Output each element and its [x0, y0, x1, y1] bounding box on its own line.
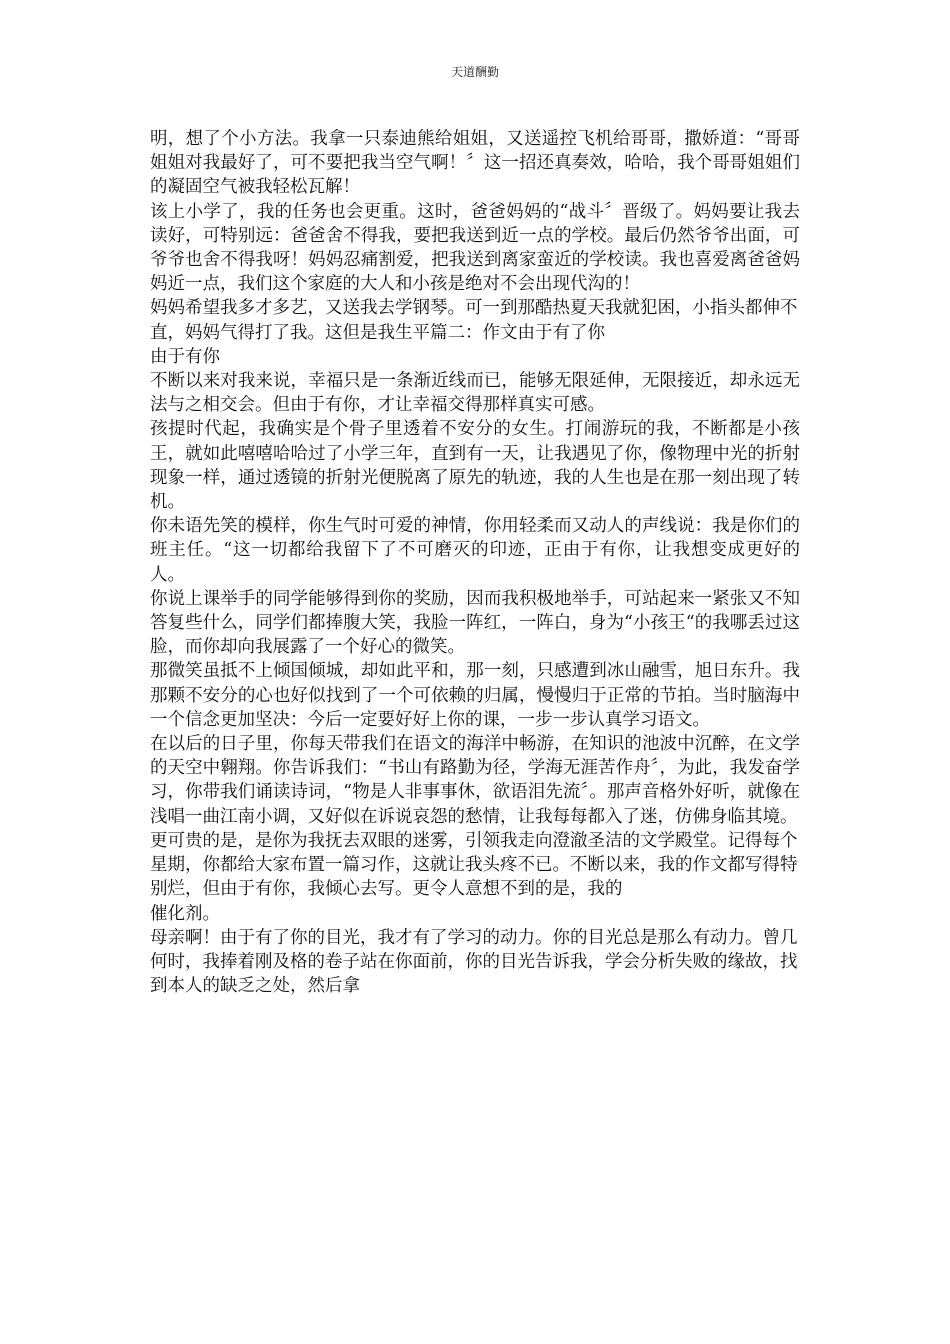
paragraph: 明，想了个小方法。我拿一只泰迪熊给姐姐，又送遥控飞机给哥哥，撒娇道：“哥哥姐姐对我最好了，可不要把我当空气啊！〞这一招还真奏效，哈哈，我个哥哥姐姐们的凝固空气被我轻松瓦解！ [150, 129, 800, 198]
paragraph: 更可贵的是，是你为我抚去双眼的迷雾，引领我走向澄澈圣洁的文学殿堂。记得每个星期，你都给大家布置一篇习作，这就让我头疼不已。不断以来，我的作文都写得特别烂，但由于有你，我倾心去写。更令人意想不到的是，我的 [150, 830, 798, 900]
paragraph: 在以后的日子里，你每天带我们在语文的海洋中畅游，在知识的池波中沉醉，在文学的天空中翱翔。你告诉我们：“书山有路勤为径，学海无涯苦作舟〞，为此，我发奋学习，你带我们诵读诗词，“物是人非事事休，欲语泪先流〞。那声音格外好听，就像在浅唱一曲江南小调，又好似在诉说哀怨的愁情，让我每每都入了迷，仿佛身临其境。 [150, 734, 800, 827]
page-header: 天道酬勤 [450, 65, 499, 79]
paragraph: 由于有你 [150, 346, 220, 367]
paragraph: 那微笑虽抵不上倾国倾城，却如此平和，那一刻，只感遭到冰山融雪，旭日东升。我那颗不安分的心也好似找到了一个可依赖的归属，慢慢归于正常的节拍。当时脑海中一个信念更加坚决：今后一定要好好上你的课，一步一步认真学习语文。 [150, 661, 800, 730]
paragraph: 妈妈希望我多才多艺，又送我去学钢琴。可一到那酷热夏天我就犯困，小指头都伸不直，妈妈气得打了我。这但是我生平篇二：作文由于有了你 [150, 298, 798, 343]
paragraph: 你说上课举手的同学能够得到你的奖励，因而我积极地举手，可站起来一紧张又不知答复些什么，同学们都捧腹大笑，我脸一阵红，一阵白，身为“小孩王“的我哪丢过这脸，而你却向我展露了一个好心的微笑。 [150, 588, 800, 658]
paragraph: 你未语先笑的模样，你生气时可爱的神情，你用轻柔而又动人的声线说：我是你们的班主任。“这一切都给我留下了不可磨灭的印迹，正由于有你，让我想变成更好的人。 [150, 516, 800, 585]
document-body [150, 127, 800, 998]
paragraph: 不断以来对我来说，幸福只是一条渐近线而已，能够无限延伸，无限接近，却永远无法与之相交会。但由于有你，才让幸福交得那样真实可感。 [150, 371, 800, 416]
paragraph: 该上小学了，我的任务也会更重。这时，爸爸妈妈的“战斗〞晋级了。妈妈要让我去读好，可特别远：爸爸舍不得我，要把我送到近一点的学校。最后仍然爷爷出面，可爷爷也舍不得我呀！妈妈忍痛割爱，把我送到离家蛮近的学校读。我也喜爱离爸爸妈妈近一点，我们这个家庭的大人和小孩是绝对不会出现代沟的！ [150, 201, 800, 295]
paragraph: 孩提时代起，我确实是个骨子里透着不安分的女生。打闹游玩的我，不断都是小孩王，就如此嘻嘻哈哈过了小学三年，直到有一天，让我遇见了你，像物理中光的折射现象一样，通过透镜的折射光便脱离了原先的轨迹，我的人生也是在那一刻出现了转机。 [150, 419, 800, 513]
paragraph: 母亲啊！由于有了你的目光，我才有了学习的动力。你的目光总是那么有动力。曾几何时，我捧着刚及格的卷子站在你面前，你的目光告诉我，学会分析失败的缘故，找到本人的缺乏之处，然后拿 [150, 927, 798, 997]
paragraph: 催化剂。 [150, 903, 220, 924]
